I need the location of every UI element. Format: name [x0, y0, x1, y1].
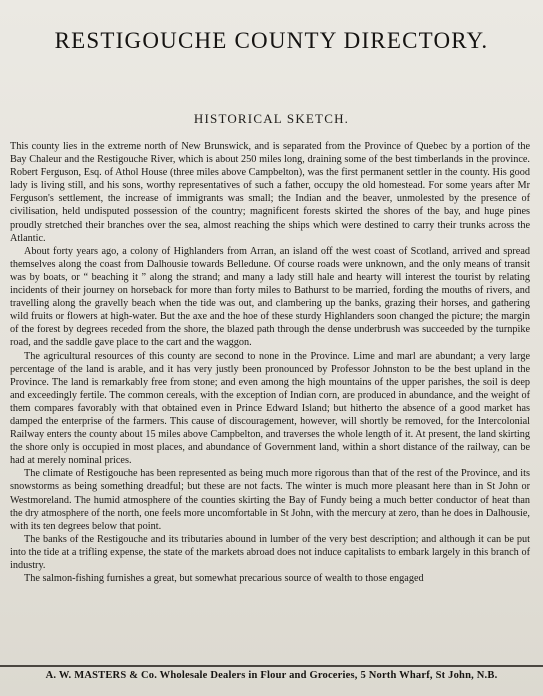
paragraph: About forty years ago, a colony of Highlanders from Arran, an island off the west coast of Scotland, arrived and spread themselves along the coast from Dalhousie towards Belledune. Of course roads were unknown, and the only means of transit was by boats, or “ beaching it ” along the strand; and many a lady still hale and hearty will interest the tourist by relating incidents of their journey on horseback for more than forty miles to Bathurst to be married, fording the mouths of rivers, and travelling along the gravelly beach when the tide was out, and clambering up the banks, grazing their horses, and gathering wild fruits or flowers at high-water. But the axe and the hoe of these sturdy Highlanders soon changed the picture; the margin of the forest by degrees receded from the shore, the blazed path through the dense underbrush was succeeded by the turnpike road, and the saddle gave place to the cart and the waggon. — [10, 245, 530, 349]
article-body — [10, 140, 530, 585]
paragraph: The salmon-fishing furnishes a great, but somewhat precarious source of wealth to those engaged — [24, 573, 424, 585]
paragraph: The climate of Restigouche has been represented as being much more rigorous than that of the rest of the Province, and its snowstorms as being something dreadful; but these are not facts. The winter is much more pleasant here than in St John or Westmoreland. The humid atmosphere of the counties skirting the Bay of Fundy being a much better conductor of heat than the dry atmosphere of the north, one feels more uncomfortable in St John, with the mercury at zero, than he does in Dalhousie, with its ten degrees below that point. — [10, 468, 530, 532]
paragraph: The agricultural resources of this county are second to none in the Province. Lime and marl are abundant; a very large percentage of the land is arable, and it has very justly been pronounced by Professor Johnston to be the best upland in the Province. The land is remarkably free from stone; and even among the high mountains of the upper parishes, the soil is deep and exceedingly fertile. The common cereals, with the exception of Indian corn, are produced in abundance, and the weight of them compares favorably with that obtained even in Prince Edward Island; but hitherto the absence of a good market has damped the enterprise of the farmers. This cause of discouragement, however, will shortly be removed, for the Intercolonial Railway enters the county about 15 miles above Campbelton, and traverses the whole length of it. At present, the land skirting the shore only is occupied in most places, and abundance of Government land, within a short distance of the railway, can be had at merely nominal prices. — [10, 350, 530, 467]
footer-divider — [0, 665, 543, 667]
footer-advertisement: A. W. MASTERS & Co. Wholesale Dealers in Flour and Groceries, 5 North Wharf, St John, N.B. — [45, 670, 498, 681]
paragraph: The banks of the Restigouche and its tributaries abound in lumber of the very best description; and although it can be put into the tide at a trifling expense, the state of the markets abroad does not induce capitalists to embark largely in this branch of industry. — [10, 533, 530, 571]
section-title: HISTORICAL SKETCH. — [193, 111, 350, 126]
page-title: RESTIGOUCHE COUNTY DIRECTORY. — [54, 28, 489, 53]
paragraph: This county lies in the extreme north of New Brunswick, and is separated from the Province of Quebec by a portion of the Bay Chaleur and the Restigouche River, which is about 250 miles long, draining some of the best timberlands in the province. Robert Ferguson, Esq. of Athol House (three miles above Campbelton), was the first permanent settler in the county. His good lady is living still, and his sons, worthy representatives of such a father, occupy the old homestead. For some years after Mr Ferguson's settlement, the increase of immigrants was small; the Indian and the beaver, unmolested by the presence of civilisation, held undisputed possession of the country; magnificent forests skirted the shores of the bay, and huge pines proudly stretched their branches over the sea, almost reaching the ships which were destined to carry their trunks across the Atlantic. — [10, 141, 530, 244]
